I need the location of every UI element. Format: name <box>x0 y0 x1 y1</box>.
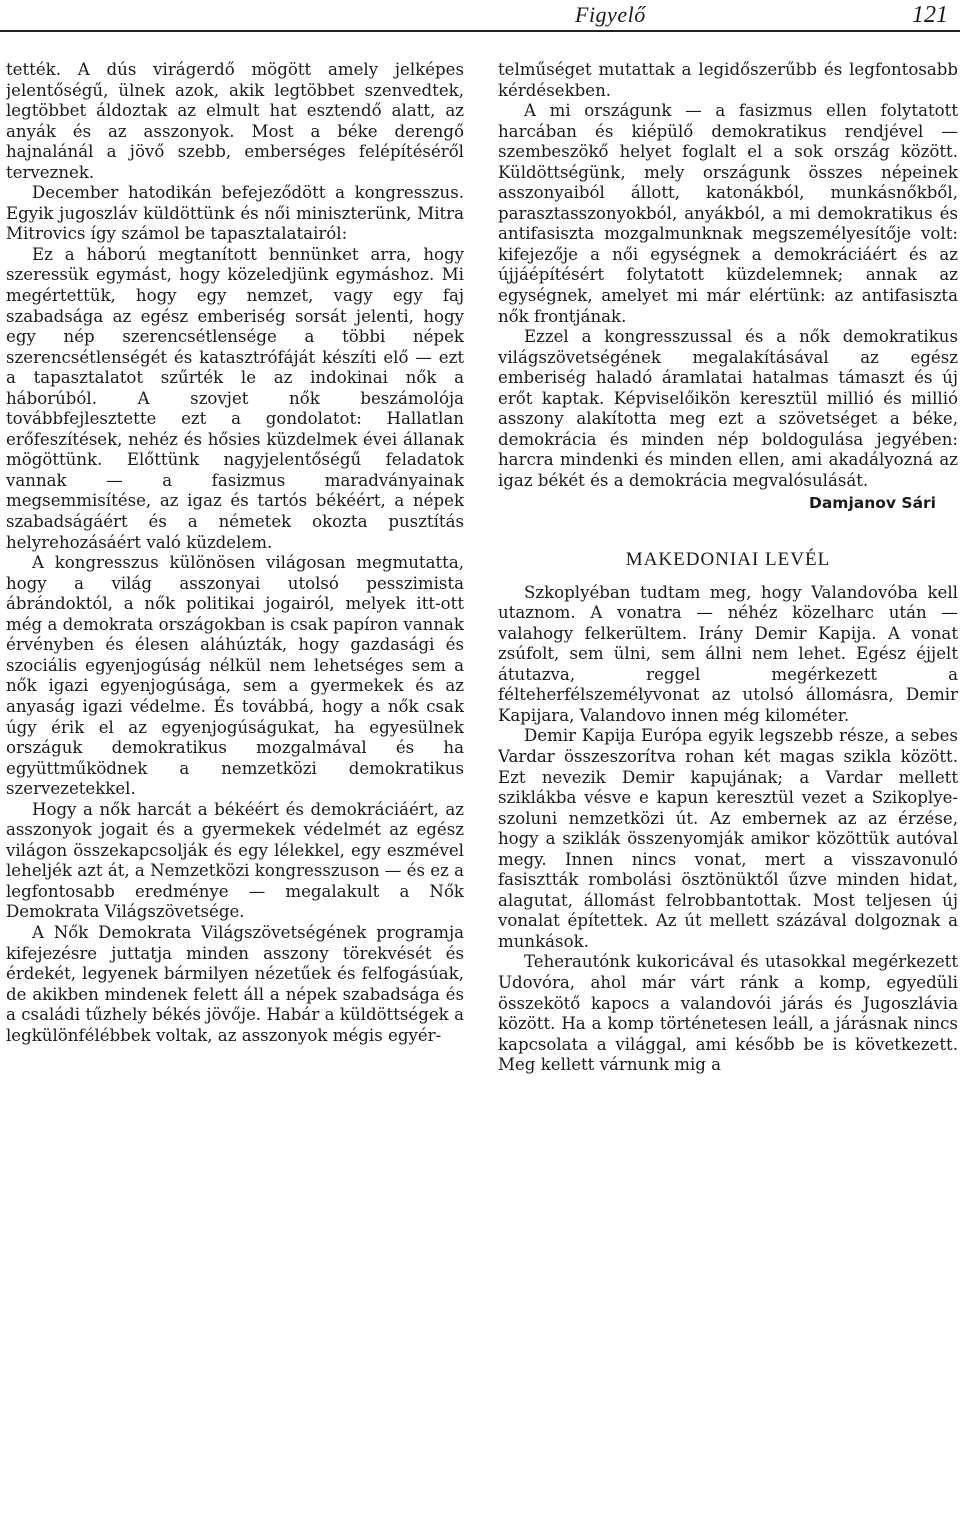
article-paragraph: December hatodikán befejeződött a kongresszus. Egyik jugoszláv küldöttünk és női miniszterünk, Mitra Mitrovics így számol be tapasztalatairól: <box>6 183 464 244</box>
author-signature: Damjanov Sári <box>808 494 936 513</box>
article-paragraph: tették. A dús virágerdő mögött amely jelképes jelentőségű, ülnek azok, akik legtöbbet szenvedtek, legtöbbet áldoztak az elmult hat esztendő alatt, az anyák és az asszonyok. Most a béke derengő hajnalánál a jövő szebb, emberséges felépítéséről terveznek. <box>6 60 464 182</box>
section-title: MAKEDONIAI LEVÉL <box>625 549 831 571</box>
page-header <box>0 0 960 32</box>
article-paragraph: A kongresszus különösen világosan megmutatta, hogy a világ asszonyai utolsó pesszimista ábrándoktól, a nők politikai jogairól, melyek itt-ott még a demokrata országokban is csak papíron vannak érvényben és élesen aláhúzták, hogy gazdasági és szociális egyenjogúság nélkül nem lehetséges sem a nők igazi egyenjogúsága, sem a gyermekek és az anyaság igazi védelme. És továbbá, hogy a nők csak úgy érik el az egyenjogúságukat, ha egyesülnek országuk demokratikus mozgalmával és ha együttműködnek a nemzetközi demokratikus szervezetekkel. <box>6 553 464 799</box>
left-column <box>6 60 464 1537</box>
journal-title: Figyelő <box>575 2 646 27</box>
article-paragraph: Teherautónk kukoricával és utasokkal megérkezett Udovóra, ahol már várt ránk a komp, egyedüli összekötő kapocs a valandovói járás és Jugoszlávia között. Ha a komp történetesen leáll, a járásnak nincs kapcsolata a világgal, ami később be is következett. Meg kellett várnunk mig a <box>498 952 958 1075</box>
article-paragraph: Szkoplyéban tudtam meg, hogy Valandovóba kell utaznom. A vonatra — néhéz közelharc után — valahogy felkerültem. Irány Demir Kapija. A vonat zsúfolt, sem ülni, sem állni nem lehet. Egész éjjelt átutazva, reggel megérkezett a félteherfélszemélyvonat az utolsó állomásra, Demir Kapijara, Valandovo innen még kilométer. <box>498 582 958 725</box>
article-paragraph: telműséget mutattak a legidőszerűbb és legfontosabb kérdésekben. <box>498 60 958 100</box>
article-paragraph: Hogy a nők harcát a békéért és demokráciáért, az asszonyok jogait és a gyermekek védelmét az egész világon összekapcsolják és egy lélekkel, egy eszmével leheljék azt át, a Nemzetközi kongresszuson — és ez a legfontosabb eredménye — megalakult a Nők Demokrata Világszövetsége. <box>6 799 464 922</box>
page-number: 121 <box>912 2 948 28</box>
article-paragraph: Demir Kapija Európa egyik legszebb része, a sebes Vardar összeszorítva rohan két magas szikla között. Ezt nevezik Demir kapujának; a Vardar mellett sziklákba vésve e kapun keresztül vezet a Szikoplye-szoluni nemzetközi út. Az embernek az az érzése, hogy a sziklák összenyomják amikor közöttük autóval megy. Innen nincs vonat, mert a visszavonuló fasisztták rombolási ösztönüktől űzve minden hidat, alagutat, állomást felrobbantottak. Most teljesen új vonalat építettek. Az út mellett százával dolgoznak a munkások. <box>498 726 958 951</box>
right-column <box>498 60 958 1537</box>
article-paragraph: Ez a háború megtanított bennünket arra, hogy szeressük egymást, hogy közeledjünk egymáshoz. Mi megértettük, hogy egy nemzet, vagy egy faj szabadsága az egész emberiség sorsát jelenti, hogy egy nép szerencsétlensége a többi népek szerencsétlenségét és katasztrófáját készíti elő — ezt a tapasztalatot szűrték le az indokinai nők a háborúból. A szovjet nők beszámolója továbbfejlesztette ezt a gondolatot: Hallatlan erőfeszítések, nehéz és hősies küzdelmek évei állanak mögöttünk. Előttünk nagyjelentőségű feladatok vannak — a fasizmus maradványainak megsemmisítése, az igaz és tartós békéért, a népek szabadságáért és a németek okozta pusztítás helyrehozásáért való küzdelem. <box>6 244 464 552</box>
article-paragraph: A Nők Demokrata Világszövetségének programja kifejezésre juttatja minden asszony törekvését és érdekét, legyenek bármilyen nézetűek és felfogásúak, de akikben mindenek felett áll a népek szabadsága és a családi tűzhely békés jövője. Habár a küldöttségek a legkülönfélébbek voltak, az asszonyok mégis egyér- <box>6 922 464 1045</box>
article-paragraph: Ezzel a kongresszussal és a nők demokratikus világszövetségének megalakításával az egész emberiség haladó áramlatai hatalmas támaszt és új erőt kaptak. Képviselőikön keresztül millió és millió asszony alakította meg ezt a szövetséget a béke, demokrácia és minden nép boldogulása jegyében: harcra mindenki és minden ellen, ami akadályozná az igaz békét és a demokrácia megvalósulását. <box>498 327 958 490</box>
article-paragraph: A mi országunk — a fasizmus ellen folytatott harcában és kiépülő demokratikus rendjével — szembeszökő helyet foglalt el a sok ország között. Küldöttségünk, mely országunk összes népeinek asszonyaiból állott, katonákból, munkásnőkből, parasztasszonyokból, anyákból, a mi demokratikus és antifasiszta mozgalmunknak megszemélyesítője volt: kifejezője a női egységnek a demokráciáért és az újjáépítésért folytatott küzdelemnek; annak az egységnek, amelyet mi már elértünk: az antifasiszta nők frontjának. <box>498 101 958 326</box>
